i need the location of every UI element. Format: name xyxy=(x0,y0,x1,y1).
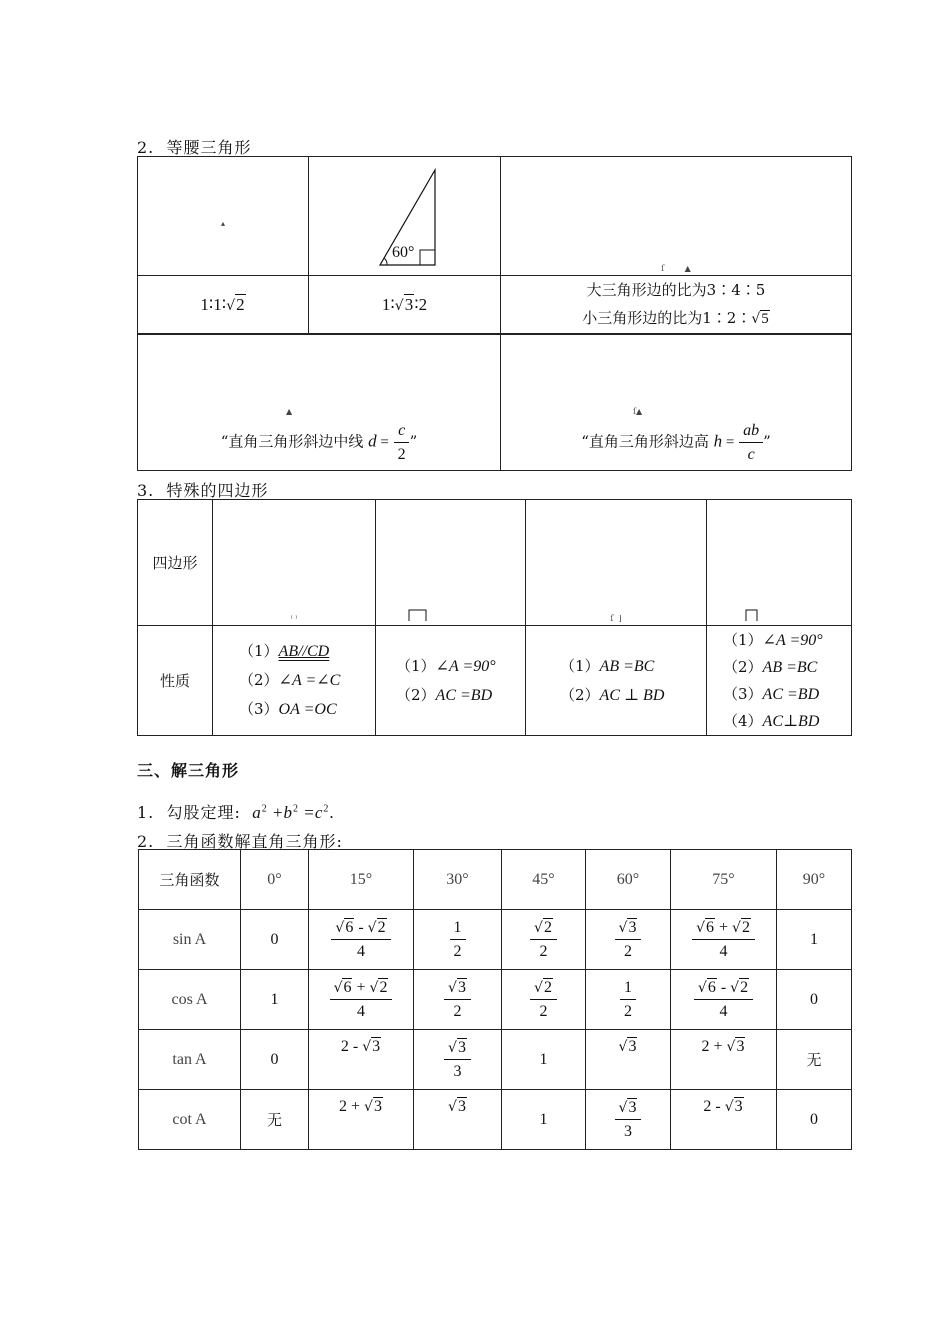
square-props: （1）∠A =90° （2）AB =BC （3）AC =BD （4）AC⊥BD xyxy=(707,626,852,736)
part-3-heading: 三、解三角形 xyxy=(137,761,240,780)
header-cell: 三角函数 xyxy=(139,850,241,910)
header-row xyxy=(139,850,852,910)
figure-cell: ſ ▲ xyxy=(501,157,852,276)
header-cell: 90° xyxy=(777,850,852,910)
median-caption: “直角三角形斜边中线 d = $\frac{c}{2}$ ” xyxy=(220,421,418,463)
quadrilateral-table xyxy=(137,499,852,736)
figure-cell xyxy=(376,500,526,626)
rhombus-props: （1）AB =BC （2）AC ⊥ BD xyxy=(526,626,707,736)
header-cell: 15° xyxy=(309,850,414,910)
square-figure xyxy=(745,609,759,621)
ratio-text: 1∶ xyxy=(381,294,395,314)
trig-heading: 2. 三角函数解直角三角形: xyxy=(137,832,343,851)
section-title: 等腰三角形 xyxy=(166,138,252,157)
table-row: sin A 0 $\frac{√6 - √2}{4}$ $\frac{1}{2}$ $\frac{√2}{2}$ $\frac{√3}{2}$ $\frac{√6 + √2}{4}$ 1 xyxy=(139,910,852,970)
table-row: tan A 0 2 - √3 $\frac{√3}{3}$ 1 √3 2 + √3 无 xyxy=(139,1030,852,1090)
altitude-caption: “直角三角形斜边高 h = $\frac{ab}{c}$ ” xyxy=(581,421,771,463)
section-number: 2. xyxy=(137,138,155,157)
header-cell: 0° xyxy=(241,850,309,910)
figure-cell: ▴ xyxy=(138,157,309,276)
figure-cell: ſ ⌋ xyxy=(526,500,707,626)
table-row: cot A 无 2 + √3 √3 1 $\frac{√3}{3}$ 2 - √3 0 xyxy=(139,1090,852,1150)
big-triangle-ratio: 大三角形边的比为3∶4∶5 xyxy=(586,281,766,299)
triangle-table xyxy=(137,156,852,334)
header-cell: 60° xyxy=(586,850,671,910)
ratio-text: 1∶1∶ xyxy=(200,294,227,314)
ratio-cell xyxy=(501,276,852,334)
trig-table xyxy=(138,849,852,1150)
header-cell: 75° xyxy=(671,850,777,910)
row-label: 四边形 xyxy=(138,500,213,626)
ratio-cell: 1∶√3∶2 xyxy=(309,276,501,334)
rectangle-props: （1）∠A =90° （2）AC =BD xyxy=(376,626,526,736)
triangle-table-row2 xyxy=(137,334,852,471)
root-value: 3 xyxy=(404,294,414,314)
func-label: sin A xyxy=(139,910,241,970)
func-label: cos A xyxy=(139,970,241,1030)
altitude-cell: ſ▲ “直角三角形斜边高 h = $\frac{ab}{c}$ ” xyxy=(501,335,852,471)
angle-label: 60° xyxy=(392,244,415,261)
small-triangle-ratio: 小三角形边的比为1∶2∶√5 xyxy=(582,309,769,327)
ratio-text: ∶2 xyxy=(414,294,428,314)
table-row: cos A 1 $\frac{√6 + √2}{4}$ $\frac{√3}{2}$ $\frac{√2}{2}$ $\frac{1}{2}$ $\frac{√6 - √2}{4}$ 0 xyxy=(139,970,852,1030)
header-cell: 45° xyxy=(502,850,586,910)
section-3-heading: 3. 特殊的四边形 xyxy=(137,481,269,500)
figure-cell: ⁽ ⁾ xyxy=(213,500,376,626)
row-label: 性质 xyxy=(138,626,213,736)
root-value: 2 xyxy=(236,294,245,314)
header-cell: 30° xyxy=(414,850,502,910)
pythagoras-line: 1. 勾股定理: $a^2 +b^2 =c^2$. xyxy=(137,803,335,822)
figure-cell xyxy=(309,157,501,276)
rect-figure xyxy=(408,609,428,621)
ratio-cell: 1∶1∶√2 xyxy=(138,276,309,334)
parallelogram-props: （1）AB//CD （2）∠A =∠C （3）OA =OC xyxy=(213,626,376,736)
func-label: cot A xyxy=(139,1090,241,1150)
func-label: tan A xyxy=(139,1030,241,1090)
figure-cell xyxy=(707,500,852,626)
section-2-heading xyxy=(137,135,251,158)
median-cell: ▲ “直角三角形斜边中线 d = $\frac{c}{2}$ ” xyxy=(138,335,501,471)
